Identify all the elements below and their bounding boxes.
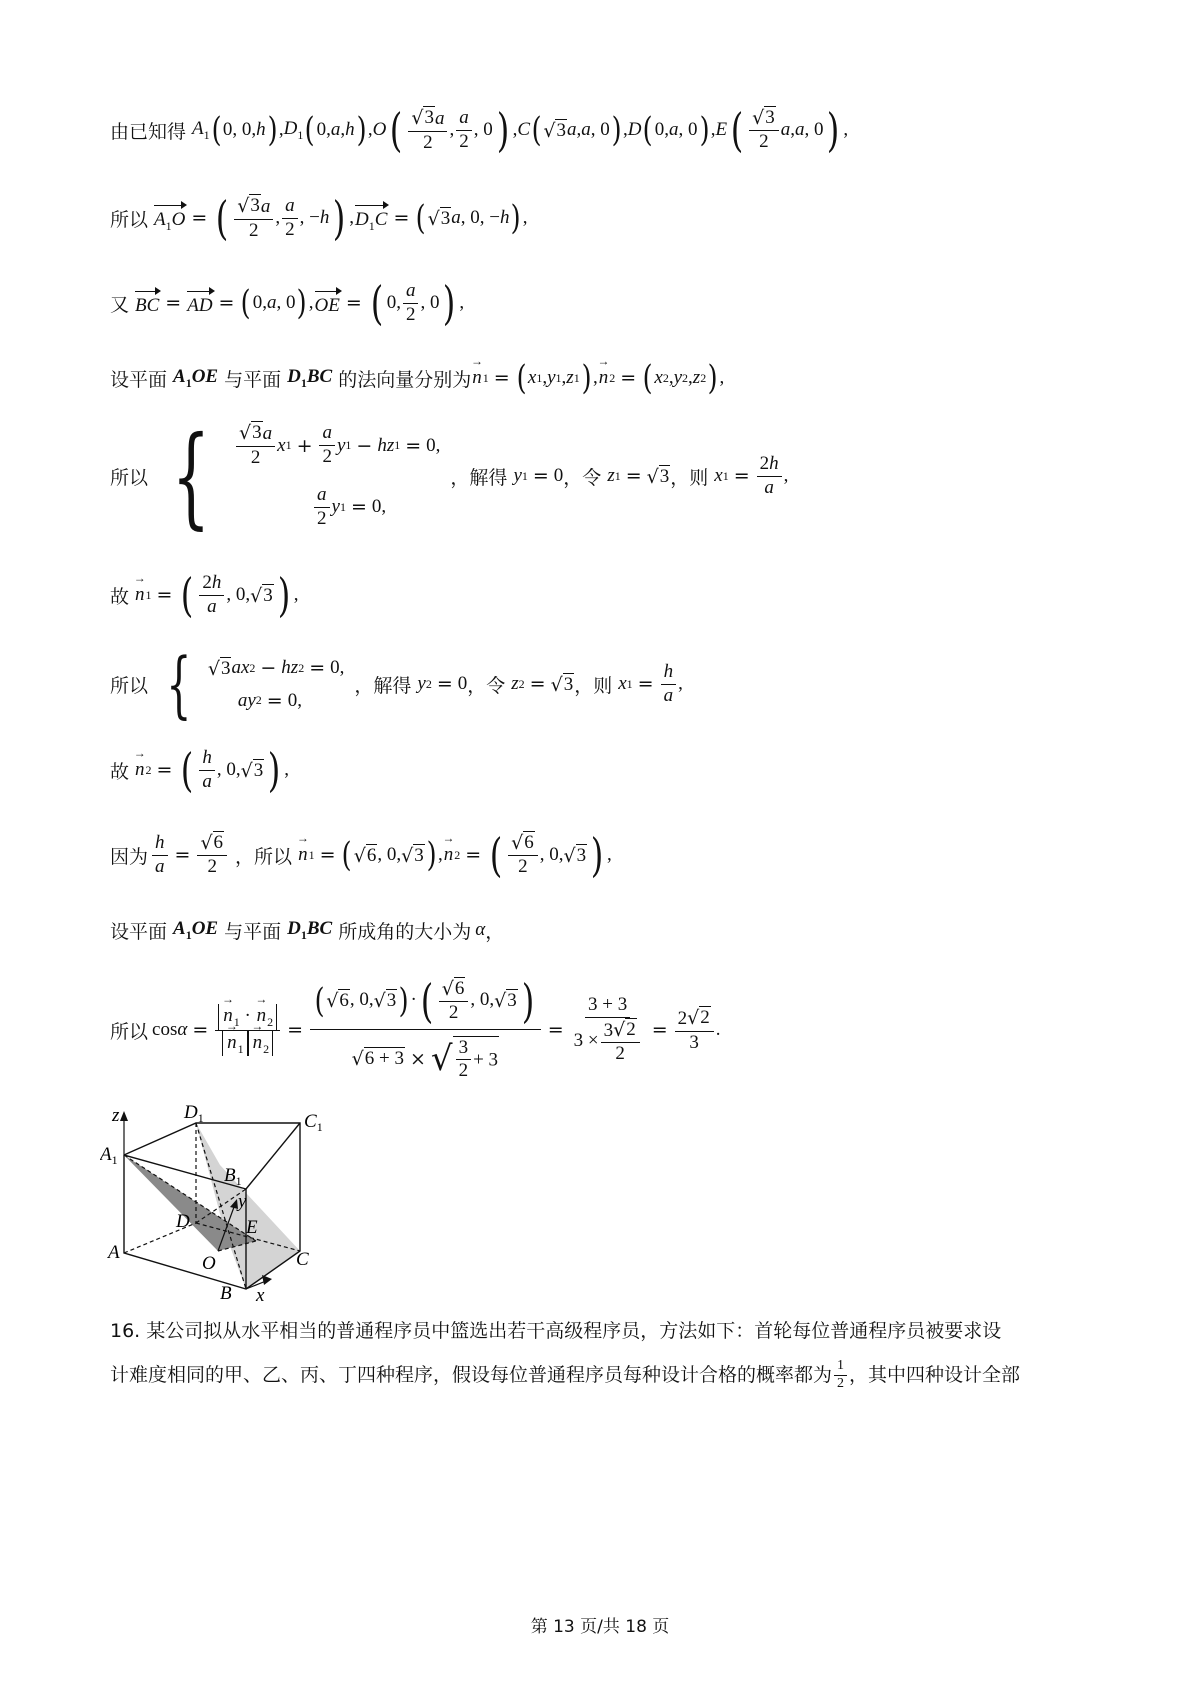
label-a: A <box>108 1242 120 1263</box>
line-vectors-a1o: 所以 $A_1O$ = ( √ 3 a 2 , $\frac{a}{2}$ , − h ) , $D_1C$ = ( √ 3 a , 0, − h ) , <box>110 191 528 245</box>
label-a1: $A_1$ <box>100 1144 118 1167</box>
line-vectors-bc: 又 BC = AD = ( 0, a , 0 ) , OE = ( 0, $\frac{a}{2}$ , 0 ) , <box>110 276 465 330</box>
line-n1: 故 → n 1 = ( $\frac{2h}{a}$ , 0, √ 3 ) , <box>110 565 298 625</box>
question-16-line-2: 计难度相同的甲、乙、丙、丁四种程序，假设每位普通程序员每种设计合格的概率都为 $\frac{1}{2}$ ，其中四种设计全部 <box>110 1358 1021 1392</box>
label-z: z <box>112 1105 120 1126</box>
label-b: B <box>220 1283 232 1303</box>
label-d1: $D_1$ <box>184 1103 204 1125</box>
line-cos-alpha: 所以 cos α = → $n_1$ · → $n_2$ → $n_1\to n_2$ = ( √ 6 , 0, √ 3 ) · ( √ 6 2 , 0, √ 3 ) √ 6 + 3 × √ $\frac{3}{2}$ + 3 = 3 + 3 3 × 3 √ 2 2 = 2 √ 2 3 . <box>110 965 720 1095</box>
line-coordinates: 由已知得 $A_1$ ( 0, 0, h ) , $D_1$ ( 0, a , h ) , O ( √ 3 a 2 , $\frac{a}{2}$ , 0 ) , C ( √ 3 a , a , 0 ) , D ( 0, a , 0 ) , E ( √ 3 2 a , a , 0 ) , <box>110 103 849 157</box>
label-d: D <box>176 1211 190 1232</box>
label-e: E <box>246 1217 258 1238</box>
line-angle: 设平面 $A_1OE$ 与平面 $D_1BC$ 所成角的大小为 α ， <box>110 917 505 943</box>
label-c: C <box>296 1249 309 1270</box>
label-c1: $C_1$ <box>304 1111 323 1134</box>
label-y: y <box>238 1191 247 1212</box>
line-system-1: 所以 { √ 3 a 2 x 1 + $\frac{a}{2}$ y 1 − hz 1 = 0, $\frac{a}{2}$ y 1 = 0, ，解得 y 1 = 0 ，令 z 1 = √ 3 ，则 x 1 = $\frac{2h}{a}$ , <box>110 412 789 540</box>
line-ratio: 因为 $\frac{h}{a}$ = √ 6 2 ，所以 → n 1 = ( √ 6 , 0, √ 3 ) , → n 2 = ( √ 6 2 , 0, √ 3 ) , <box>110 825 612 885</box>
cuboid-figure <box>100 1103 340 1303</box>
page-footer: 第 13 页/共 18 页 <box>530 1617 670 1637</box>
question-16-line-1: 16. 某公司拟从水平相当的普通程序员中篮选出若干高级程序员，方法如下：首轮每位普通程序员被要求设 <box>110 1320 1002 1342</box>
line-normal-vectors: 设平面 $A_1OE$ 与平面 $D_1BC$ 的法向量分别为 → n 1 = ( x 1 , y 1 , z 1 ) , → n 2 = ( x 2 , y 2 , z 2 ) , <box>110 358 724 398</box>
question-16 <box>110 1316 1100 1393</box>
label-b1: $B_1$ <box>224 1165 242 1188</box>
label-x: x <box>256 1285 265 1303</box>
label-o: O <box>202 1253 216 1274</box>
line-n2: 故 → n 2 = ( $\frac{h}{a}$ , 0, √ 3 ) , <box>110 740 289 800</box>
line-system-2: 所以 { √ 3 ax 2 − hz 2 = 0, ay 2 = 0, ，解得 y 2 = 0 ，令 z 2 = √ 3 ，则 x 1 = $\frac{h}{a}$ , <box>110 642 683 726</box>
